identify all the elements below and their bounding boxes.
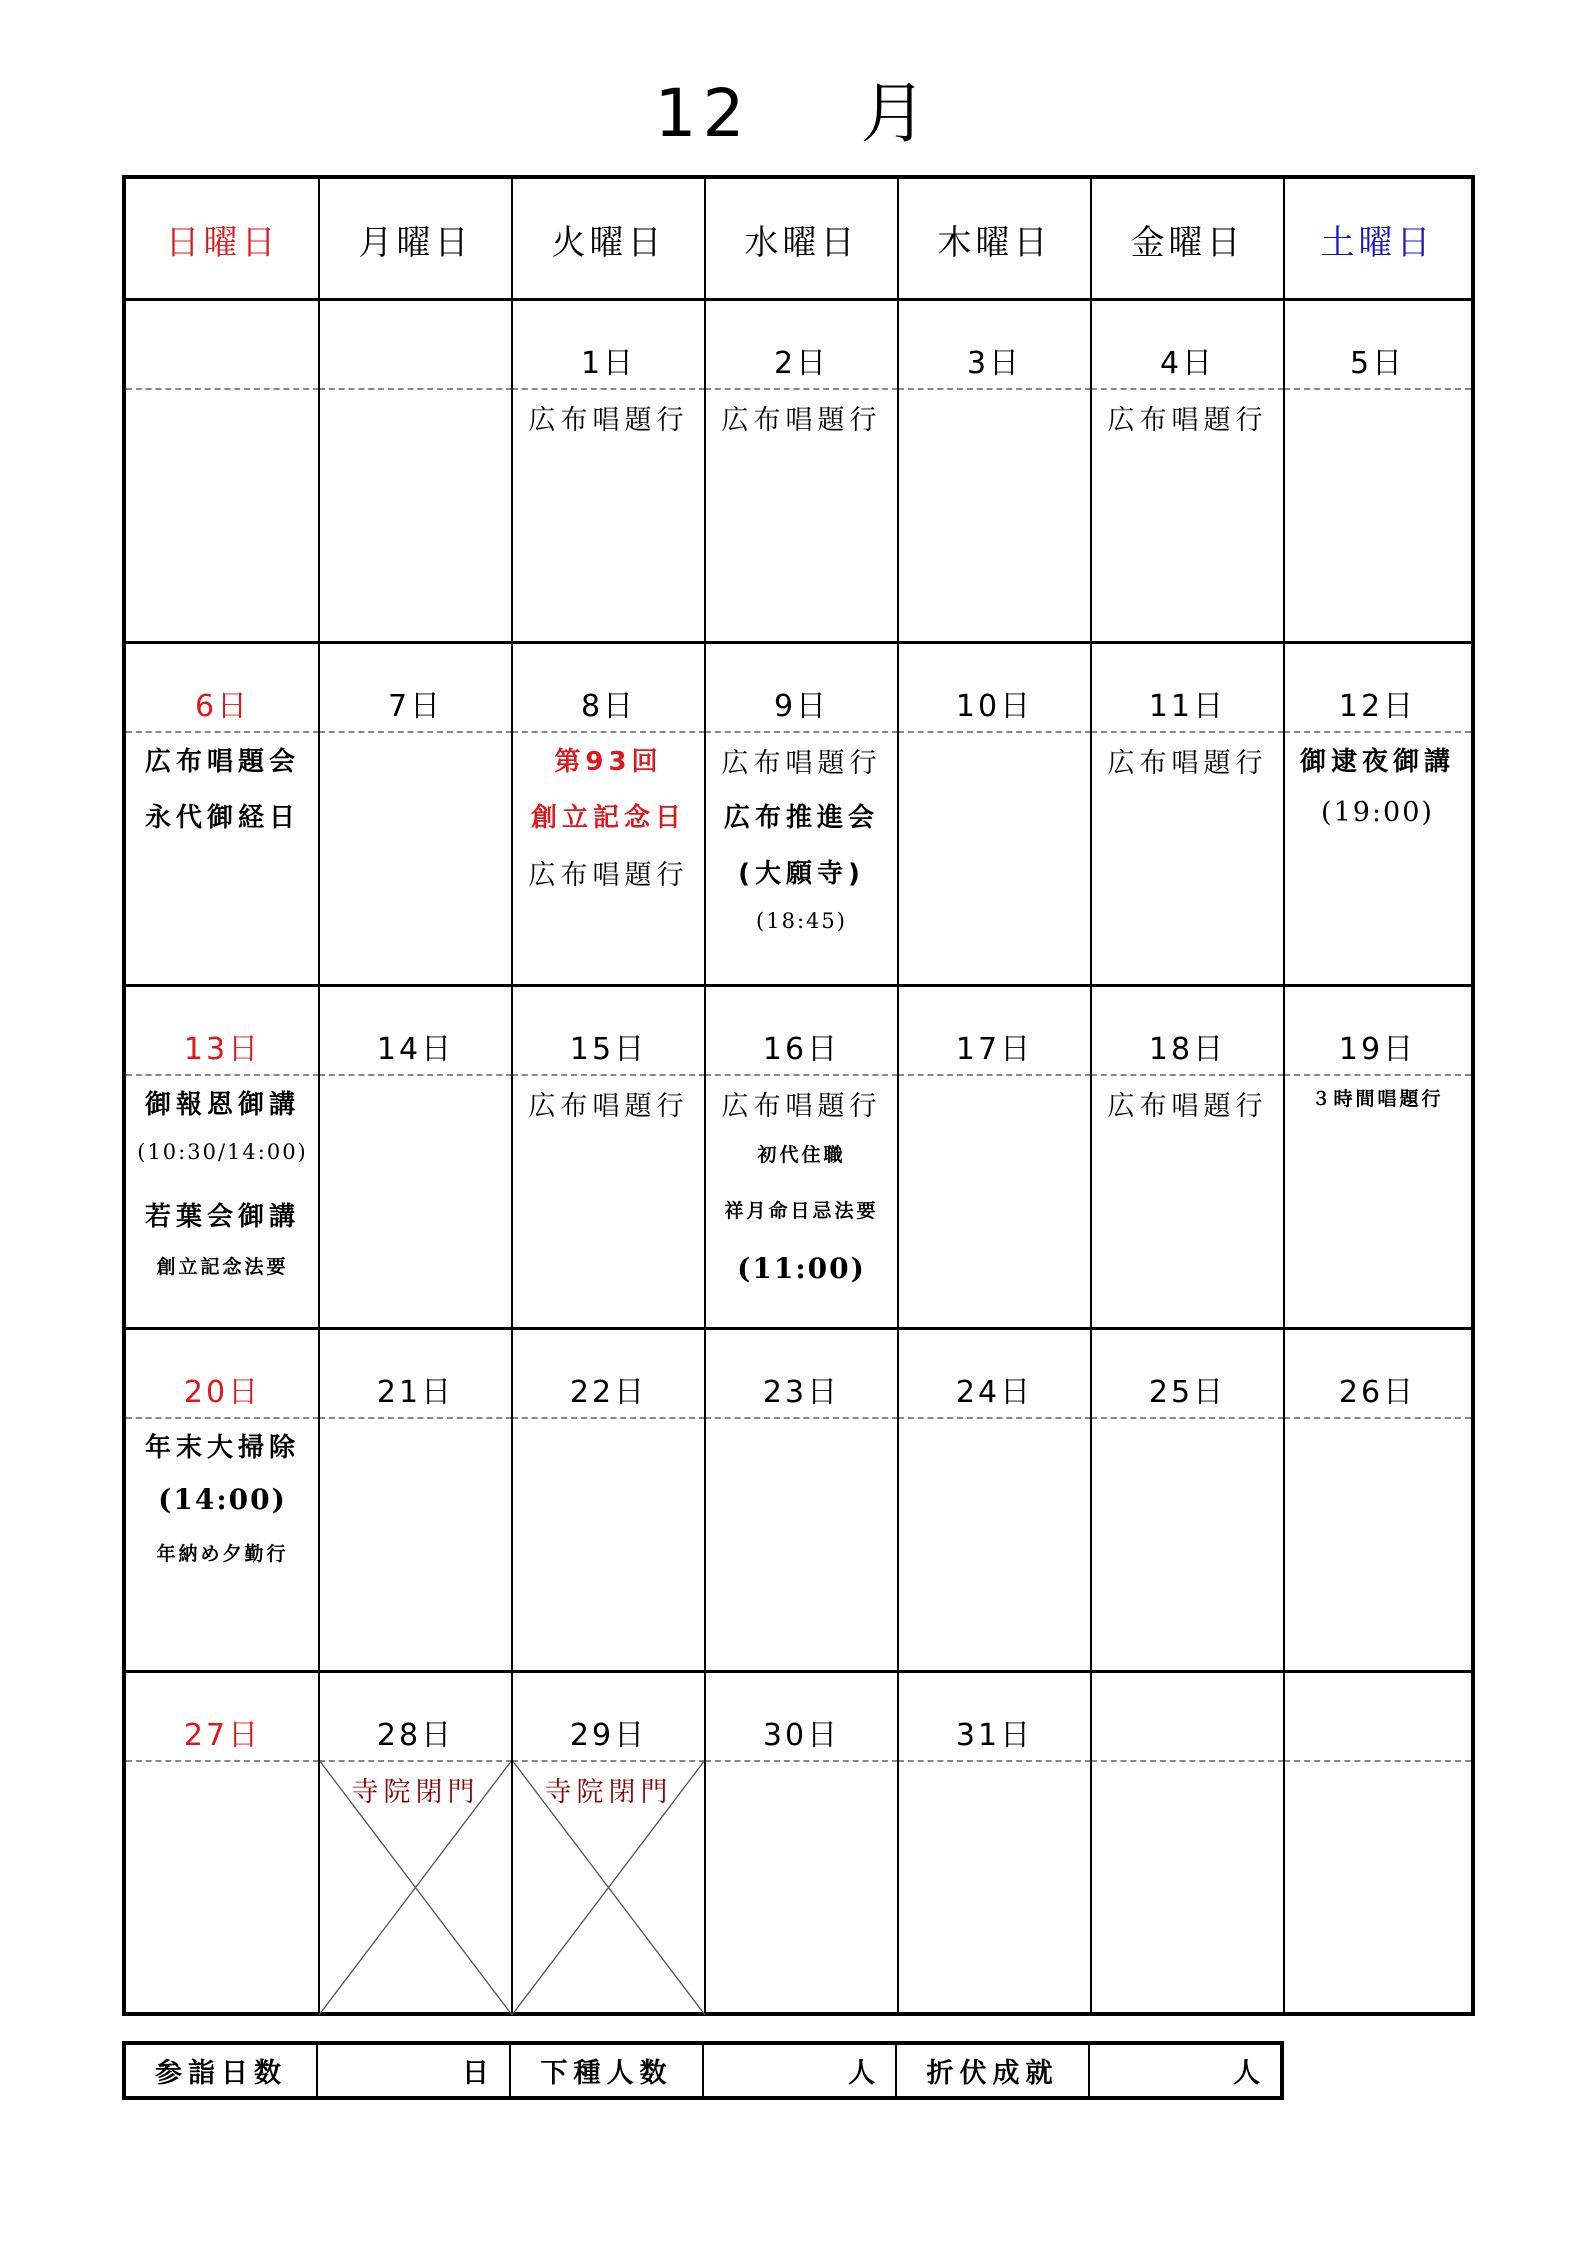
event-text: 創立記念法要 (156, 1256, 289, 1278)
day-divider (705, 388, 898, 390)
day-cell (898, 1672, 1091, 2015)
day-number: 7日 (387, 689, 444, 724)
day-cell (898, 986, 1091, 1329)
day-divider (1284, 1760, 1471, 1762)
day-cell (705, 643, 898, 986)
event-text: 広布唱題行 (528, 405, 689, 436)
event-text: 広布唱題行 (721, 405, 882, 436)
day-number: 26日 (1338, 1375, 1417, 1410)
event-text: 広布唱題行 (528, 1091, 689, 1122)
day-number: 29日 (569, 1718, 648, 1753)
day-divider (898, 1074, 1091, 1076)
day-number: 24日 (955, 1375, 1034, 1410)
day-divider (1284, 1074, 1471, 1076)
weekday-header-sat: 土曜日 (1320, 223, 1435, 263)
day-divider (1091, 1417, 1284, 1419)
page-title (0, 60, 1587, 155)
day-number: 30日 (762, 1718, 841, 1753)
event-text: 広布唱題行 (528, 860, 689, 891)
day-number: 19日 (1338, 1032, 1417, 1067)
day-divider (512, 388, 705, 390)
day-divider (898, 1760, 1091, 1762)
day-number: 9日 (773, 689, 830, 724)
month-number: 12 (654, 75, 751, 152)
day-cell (512, 300, 705, 643)
day-number: 16日 (762, 1032, 841, 1067)
event-text: 御報恩御講 (144, 1090, 300, 1120)
day-divider (126, 1417, 319, 1419)
event-text: 広布唱題行 (721, 748, 882, 779)
day-number: 6日 (194, 689, 251, 724)
day-divider (319, 1074, 512, 1076)
day-number: 20日 (183, 1375, 262, 1410)
grid-column-line (897, 179, 899, 2012)
grid-row-line (126, 298, 1471, 301)
event-text: 広布唱題会 (144, 747, 300, 777)
day-cell (1284, 300, 1471, 643)
day-cell (126, 1672, 319, 2015)
day-number: 23日 (762, 1375, 841, 1410)
day-cell (705, 986, 898, 1329)
day-divider (1091, 1760, 1284, 1762)
event-text: 広布唱題行 (1107, 1091, 1268, 1122)
day-cell (319, 643, 512, 986)
day-number: 21日 (376, 1375, 455, 1410)
day-divider (1284, 731, 1471, 733)
shakubuku-count-label: 下種人数 (511, 2045, 704, 2096)
day-number: 4日 (1159, 346, 1216, 381)
day-cell (319, 986, 512, 1329)
day-divider (898, 1417, 1091, 1419)
day-cell (319, 1329, 512, 1672)
day-cell (319, 300, 512, 643)
grid-column-line (1283, 179, 1285, 2012)
event-text: 寺院閉門 (351, 1777, 480, 1808)
day-cell (512, 986, 705, 1329)
day-cell (705, 1329, 898, 1672)
day-number: 3日 (966, 346, 1023, 381)
grid-column-line (704, 179, 706, 2012)
day-number: 27日 (183, 1718, 262, 1753)
day-cell (1284, 986, 1471, 1329)
weekday-header-tue: 火曜日 (551, 223, 666, 263)
event-text: 第93回 (554, 747, 663, 777)
weekday-header-fri: 金曜日 (1130, 223, 1245, 263)
day-number: 28日 (376, 1718, 455, 1753)
day-number: 22日 (569, 1375, 648, 1410)
closed-cross-mark (319, 1672, 512, 2015)
grid-row-line (126, 1670, 1471, 1673)
day-divider (705, 1074, 898, 1076)
event-text: (10:30/14:00) (137, 1140, 308, 1164)
day-divider (126, 1074, 319, 1076)
day-divider (126, 388, 319, 390)
weekday-header-wed: 水曜日 (744, 223, 859, 263)
day-cell (126, 986, 319, 1329)
shakubuku-count-unit: 人 (704, 2045, 897, 2096)
day-number: 13日 (183, 1032, 262, 1067)
event-text: 初代住職 (757, 1144, 846, 1166)
day-cell (898, 300, 1091, 643)
event-text: 年納め夕勤行 (156, 1543, 289, 1565)
day-number: 15日 (569, 1032, 648, 1067)
event-text: (18:45) (756, 909, 847, 933)
grid-row-line (126, 641, 1471, 644)
grid-column-line (511, 179, 513, 2012)
day-divider (898, 731, 1091, 733)
day-divider (512, 1417, 705, 1419)
event-text: 広布唱題行 (1107, 748, 1268, 779)
weekday-header-mon: 月曜日 (358, 223, 473, 263)
day-cell (898, 643, 1091, 986)
month-label: 月 (860, 75, 933, 152)
day-cell (705, 300, 898, 643)
closed-cross-mark (512, 1672, 705, 2015)
day-cell (898, 1329, 1091, 1672)
day-cell (512, 1672, 705, 2015)
day-cell (1091, 643, 1284, 986)
day-cell (1284, 643, 1471, 986)
event-text: 祥月命日忌法要 (724, 1200, 879, 1222)
day-divider (126, 1760, 319, 1762)
grid-row-line (126, 984, 1471, 987)
day-number: 8日 (580, 689, 637, 724)
day-cell (512, 1329, 705, 1672)
day-divider (1284, 1417, 1471, 1419)
event-text: ３時間唱題行 (1311, 1088, 1444, 1110)
event-text: (14:00) (158, 1483, 287, 1516)
event-text: 広布唱題行 (1107, 405, 1268, 436)
grid-column-line (1090, 179, 1092, 2012)
day-cell (1091, 1329, 1284, 1672)
day-divider (126, 731, 319, 733)
day-number: 25日 (1148, 1375, 1227, 1410)
event-text: (11:00) (737, 1252, 866, 1285)
day-cell (1091, 986, 1284, 1329)
day-divider (512, 731, 705, 733)
day-number: 2日 (773, 346, 830, 381)
day-cell (319, 1672, 512, 2015)
visit-days-unit: 日 (318, 2045, 511, 2096)
day-number: 10日 (955, 689, 1034, 724)
weekday-header-sun: 日曜日 (165, 223, 280, 263)
day-cell (126, 643, 319, 986)
footer-summary (122, 2041, 1284, 2100)
weekday-header-thu: 木曜日 (937, 223, 1052, 263)
day-cell (1284, 1672, 1471, 2015)
day-divider (1284, 388, 1471, 390)
day-divider (319, 731, 512, 733)
day-divider (705, 1417, 898, 1419)
day-divider (319, 1417, 512, 1419)
day-number: 5日 (1349, 346, 1406, 381)
day-number: 1日 (580, 346, 637, 381)
day-divider (898, 388, 1091, 390)
day-number: 12日 (1338, 689, 1417, 724)
day-divider (319, 388, 512, 390)
day-number: 14日 (376, 1032, 455, 1067)
event-text: (大願寺) (738, 859, 865, 889)
day-number: 31日 (955, 1718, 1034, 1753)
day-divider (705, 1760, 898, 1762)
day-number: 17日 (955, 1032, 1034, 1067)
event-text: 永代御経日 (144, 803, 300, 833)
event-text: 年末大掃除 (144, 1433, 300, 1463)
day-cell (1091, 300, 1284, 643)
day-cell (705, 1672, 898, 2015)
day-divider (512, 1074, 705, 1076)
event-text: (19:00) (1321, 797, 1434, 828)
event-text: 創立記念日 (530, 803, 686, 833)
event-text: 広布推進会 (723, 803, 879, 833)
day-cell (1091, 1672, 1284, 2015)
day-divider (705, 731, 898, 733)
day-number: 18日 (1148, 1032, 1227, 1067)
event-text: 広布唱題行 (721, 1091, 882, 1122)
grid-row-line (126, 1327, 1471, 1330)
day-cell (126, 300, 319, 643)
event-text: 若葉会御講 (144, 1202, 300, 1232)
day-cell (126, 1329, 319, 1672)
day-cell (512, 643, 705, 986)
day-divider (1091, 388, 1284, 390)
event-text: 寺院閉門 (544, 1777, 673, 1808)
calendar-grid (122, 175, 1475, 2016)
visit-days-label: 参詣日数 (126, 2045, 318, 2096)
event-text: 御逮夜御講 (1299, 747, 1455, 777)
conversion-count-unit: 人 (1233, 2058, 1266, 2089)
day-divider (1091, 731, 1284, 733)
day-cell (1284, 1329, 1471, 1672)
conversion-count-label: 折伏成就 (897, 2045, 1090, 2096)
grid-column-line (318, 179, 320, 2012)
day-number: 11日 (1148, 689, 1227, 724)
day-divider (1091, 1074, 1284, 1076)
